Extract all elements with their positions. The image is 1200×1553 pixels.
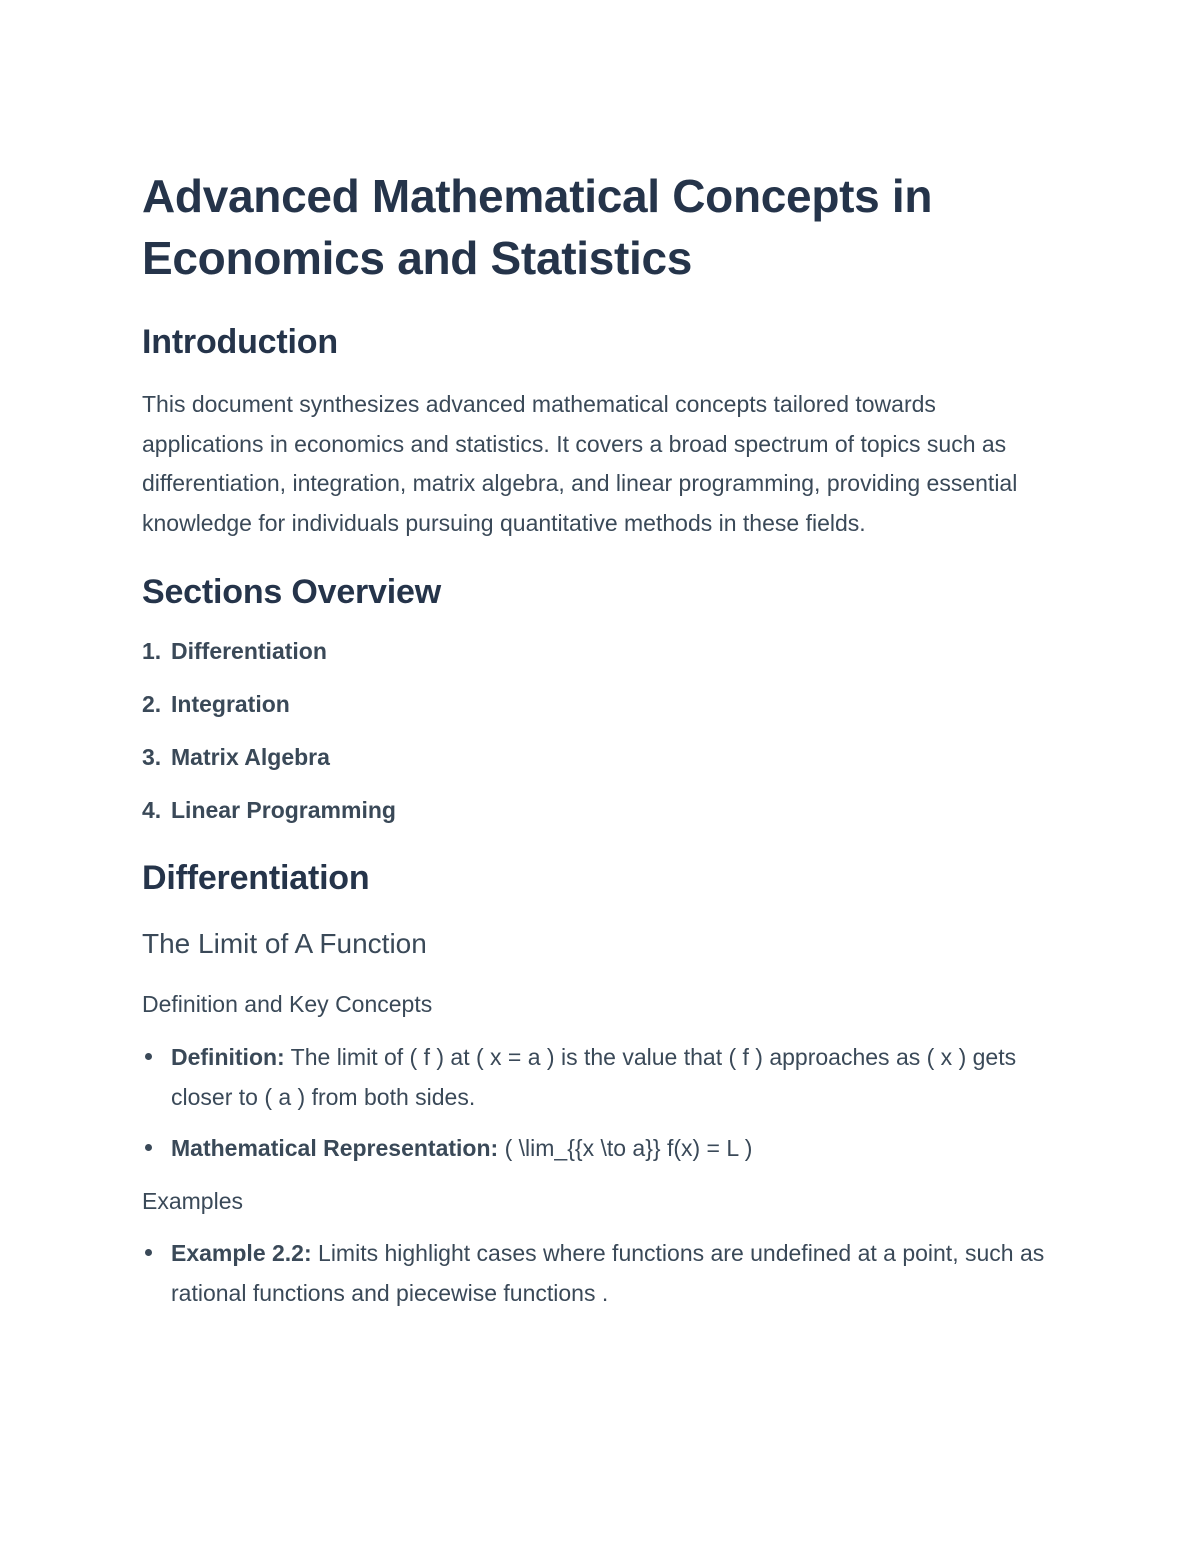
definition-text: The limit of ( f ) at ( x = a ) is the value that ( f ) approaches as ( x ) gets closer to ( a ) from both sides. — [171, 1044, 1017, 1111]
list-number: 4. — [142, 797, 162, 824]
example-label: Example 2.2: — [171, 1240, 312, 1267]
list-item-label: Differentiation — [171, 638, 327, 665]
list-item-label: Linear Programming — [171, 797, 396, 824]
overview-item-matrix-algebra — [142, 741, 1062, 773]
list-item-label: Integration — [171, 691, 290, 718]
introduction-paragraph: This document synthesizes advanced mathematical concepts tailored towards applications in economics and statistics. It covers a broad spectrum of topics such as differentiation, integration, matrix algebra, and linear programming, providing essential knowledge for individuals pursuing quantitative methods in these fields. — [142, 391, 1018, 536]
example-text: Limits highlight cases where functions are undefined at a point, such as rational functions and piecewise functions . — [171, 1240, 1045, 1307]
list-number: 1. — [142, 638, 162, 665]
document-page — [142, 165, 1062, 1313]
list-item — [142, 1128, 1062, 1168]
list-number: 2. — [142, 691, 162, 718]
document-title: Advanced Mathematical Concepts in Economics and Statistics — [142, 170, 933, 284]
introduction-heading: Introduction — [142, 323, 338, 361]
list-number: 3. — [142, 744, 162, 771]
bullet-icon — [145, 1144, 152, 1151]
list-item — [142, 1037, 1062, 1117]
sections-overview-heading: Sections Overview — [142, 573, 441, 612]
overview-item-integration — [142, 688, 1062, 720]
sections-overview-list — [142, 635, 1062, 826]
definition-key-concepts-heading: Definition and Key Concepts — [142, 991, 433, 1018]
list-item — [142, 1233, 1062, 1313]
definition-label: Definition: — [171, 1044, 285, 1071]
bullet-icon — [145, 1249, 152, 1256]
representation-label: Mathematical Representation: — [171, 1135, 499, 1162]
representation-text: ( \lim_{{x \to a}} f(x) = L ) — [498, 1135, 753, 1162]
limit-of-function-subheading: The Limit of A Function — [142, 928, 427, 960]
examples-list — [142, 1233, 1062, 1313]
overview-item-linear-programming — [142, 794, 1062, 826]
definition-list — [142, 1037, 1062, 1168]
examples-heading: Examples — [142, 1188, 243, 1215]
overview-item-differentiation — [142, 635, 1062, 667]
bullet-icon — [145, 1053, 152, 1060]
differentiation-heading: Differentiation — [142, 859, 370, 898]
list-item-label: Matrix Algebra — [171, 744, 330, 771]
